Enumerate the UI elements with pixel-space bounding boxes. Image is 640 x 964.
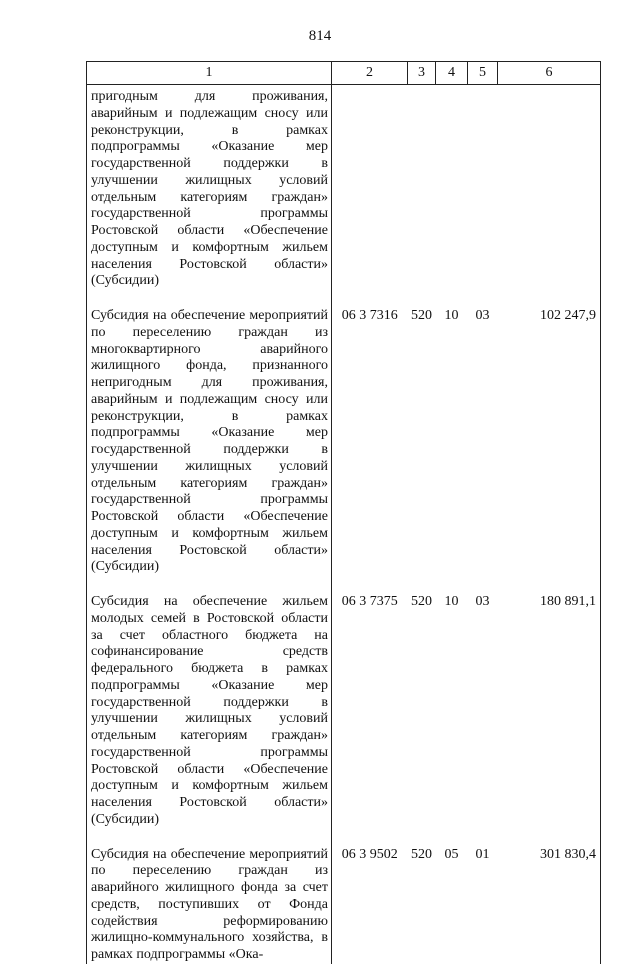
column-header-5: 5 bbox=[468, 62, 498, 85]
row-expense-type: 520 bbox=[411, 594, 432, 609]
row-expense-type: 520 bbox=[411, 846, 432, 862]
row-section: 10 bbox=[444, 308, 459, 323]
column-header-1: 1 bbox=[87, 62, 332, 85]
column-header-3: 3 bbox=[408, 62, 436, 85]
row-expense-type bbox=[408, 85, 436, 309]
row-section bbox=[436, 85, 468, 309]
row-description: Субсидия на обеспечение мероприятий по переселению граждан из многоквартирного аварийного жилищного фонда, признанного непригодным для проживания, аварийным и подлежащим сносу или реконструкции, в рамках подпрограммы «Оказание мер государственной поддержки в улучшении жилищных условий отдельным категориям граждан» государственной программы Ростовской области «Обеспечение доступным и комфортным жильем населения Ростовской области» (Субсидии) bbox=[87, 308, 332, 594]
row-description: Субсидия на обеспечение мероприятий по переселению граждан из аварийного жилищного фонда за счет средств, поступивших от Фонда содействия реформированию жилищно-коммунального хозяйства, в рамках подпрограммы «Ока- bbox=[87, 847, 332, 964]
table-row bbox=[87, 85, 601, 309]
column-header-6: 6 bbox=[498, 62, 601, 85]
budget-table bbox=[86, 61, 601, 964]
table-header-row bbox=[87, 62, 601, 85]
table-row bbox=[87, 308, 601, 594]
row-amount bbox=[498, 85, 601, 309]
row-amount: 180 891,1 bbox=[498, 594, 601, 847]
table-row bbox=[87, 594, 601, 847]
row-subsection: 01 bbox=[475, 846, 490, 862]
row-description: Субсидия на обеспечение жильем молодых семей в Ростовской области за счет областного бюджета на софинансирование средств федерального бюджета в рамках подпрограммы «Оказание мер государственной поддержки в улучшении жилищных условий отдельным категориям граждан» государственной программы Ростовской области «Обеспечение доступным и комфортным жильем населения Ростовской области» (Субсидии) bbox=[87, 594, 332, 847]
row-section: 05 bbox=[444, 846, 459, 862]
table-row bbox=[87, 847, 601, 964]
row-expense-type: 520 bbox=[411, 308, 432, 323]
row-target-code: 06 3 7316 bbox=[332, 308, 408, 594]
page-number: 814 bbox=[308, 28, 332, 44]
column-header-2: 2 bbox=[332, 62, 408, 85]
row-subsection bbox=[468, 85, 498, 309]
row-description: пригодным для проживания, аварийным и подлежащим сносу или реконструкции, в рамках подпрограммы «Оказание мер государственной поддержки в улучшении жилищных условий отдельным категориям граждан» государственной программы Ростовской области «Обеспечение доступным и комфортным жильем населения Ростовской области» (Субсидии) bbox=[87, 85, 332, 309]
row-amount: 301 830,4 bbox=[498, 847, 601, 964]
row-subsection: 03 bbox=[475, 594, 490, 609]
row-target-code: 06 3 9502 bbox=[332, 847, 408, 964]
row-target-code: 06 3 7375 bbox=[332, 594, 408, 847]
row-section: 10 bbox=[444, 594, 459, 609]
column-header-4: 4 bbox=[436, 62, 468, 85]
row-target-code bbox=[332, 85, 408, 309]
row-amount: 102 247,9 bbox=[498, 308, 601, 594]
row-subsection: 03 bbox=[475, 308, 490, 323]
